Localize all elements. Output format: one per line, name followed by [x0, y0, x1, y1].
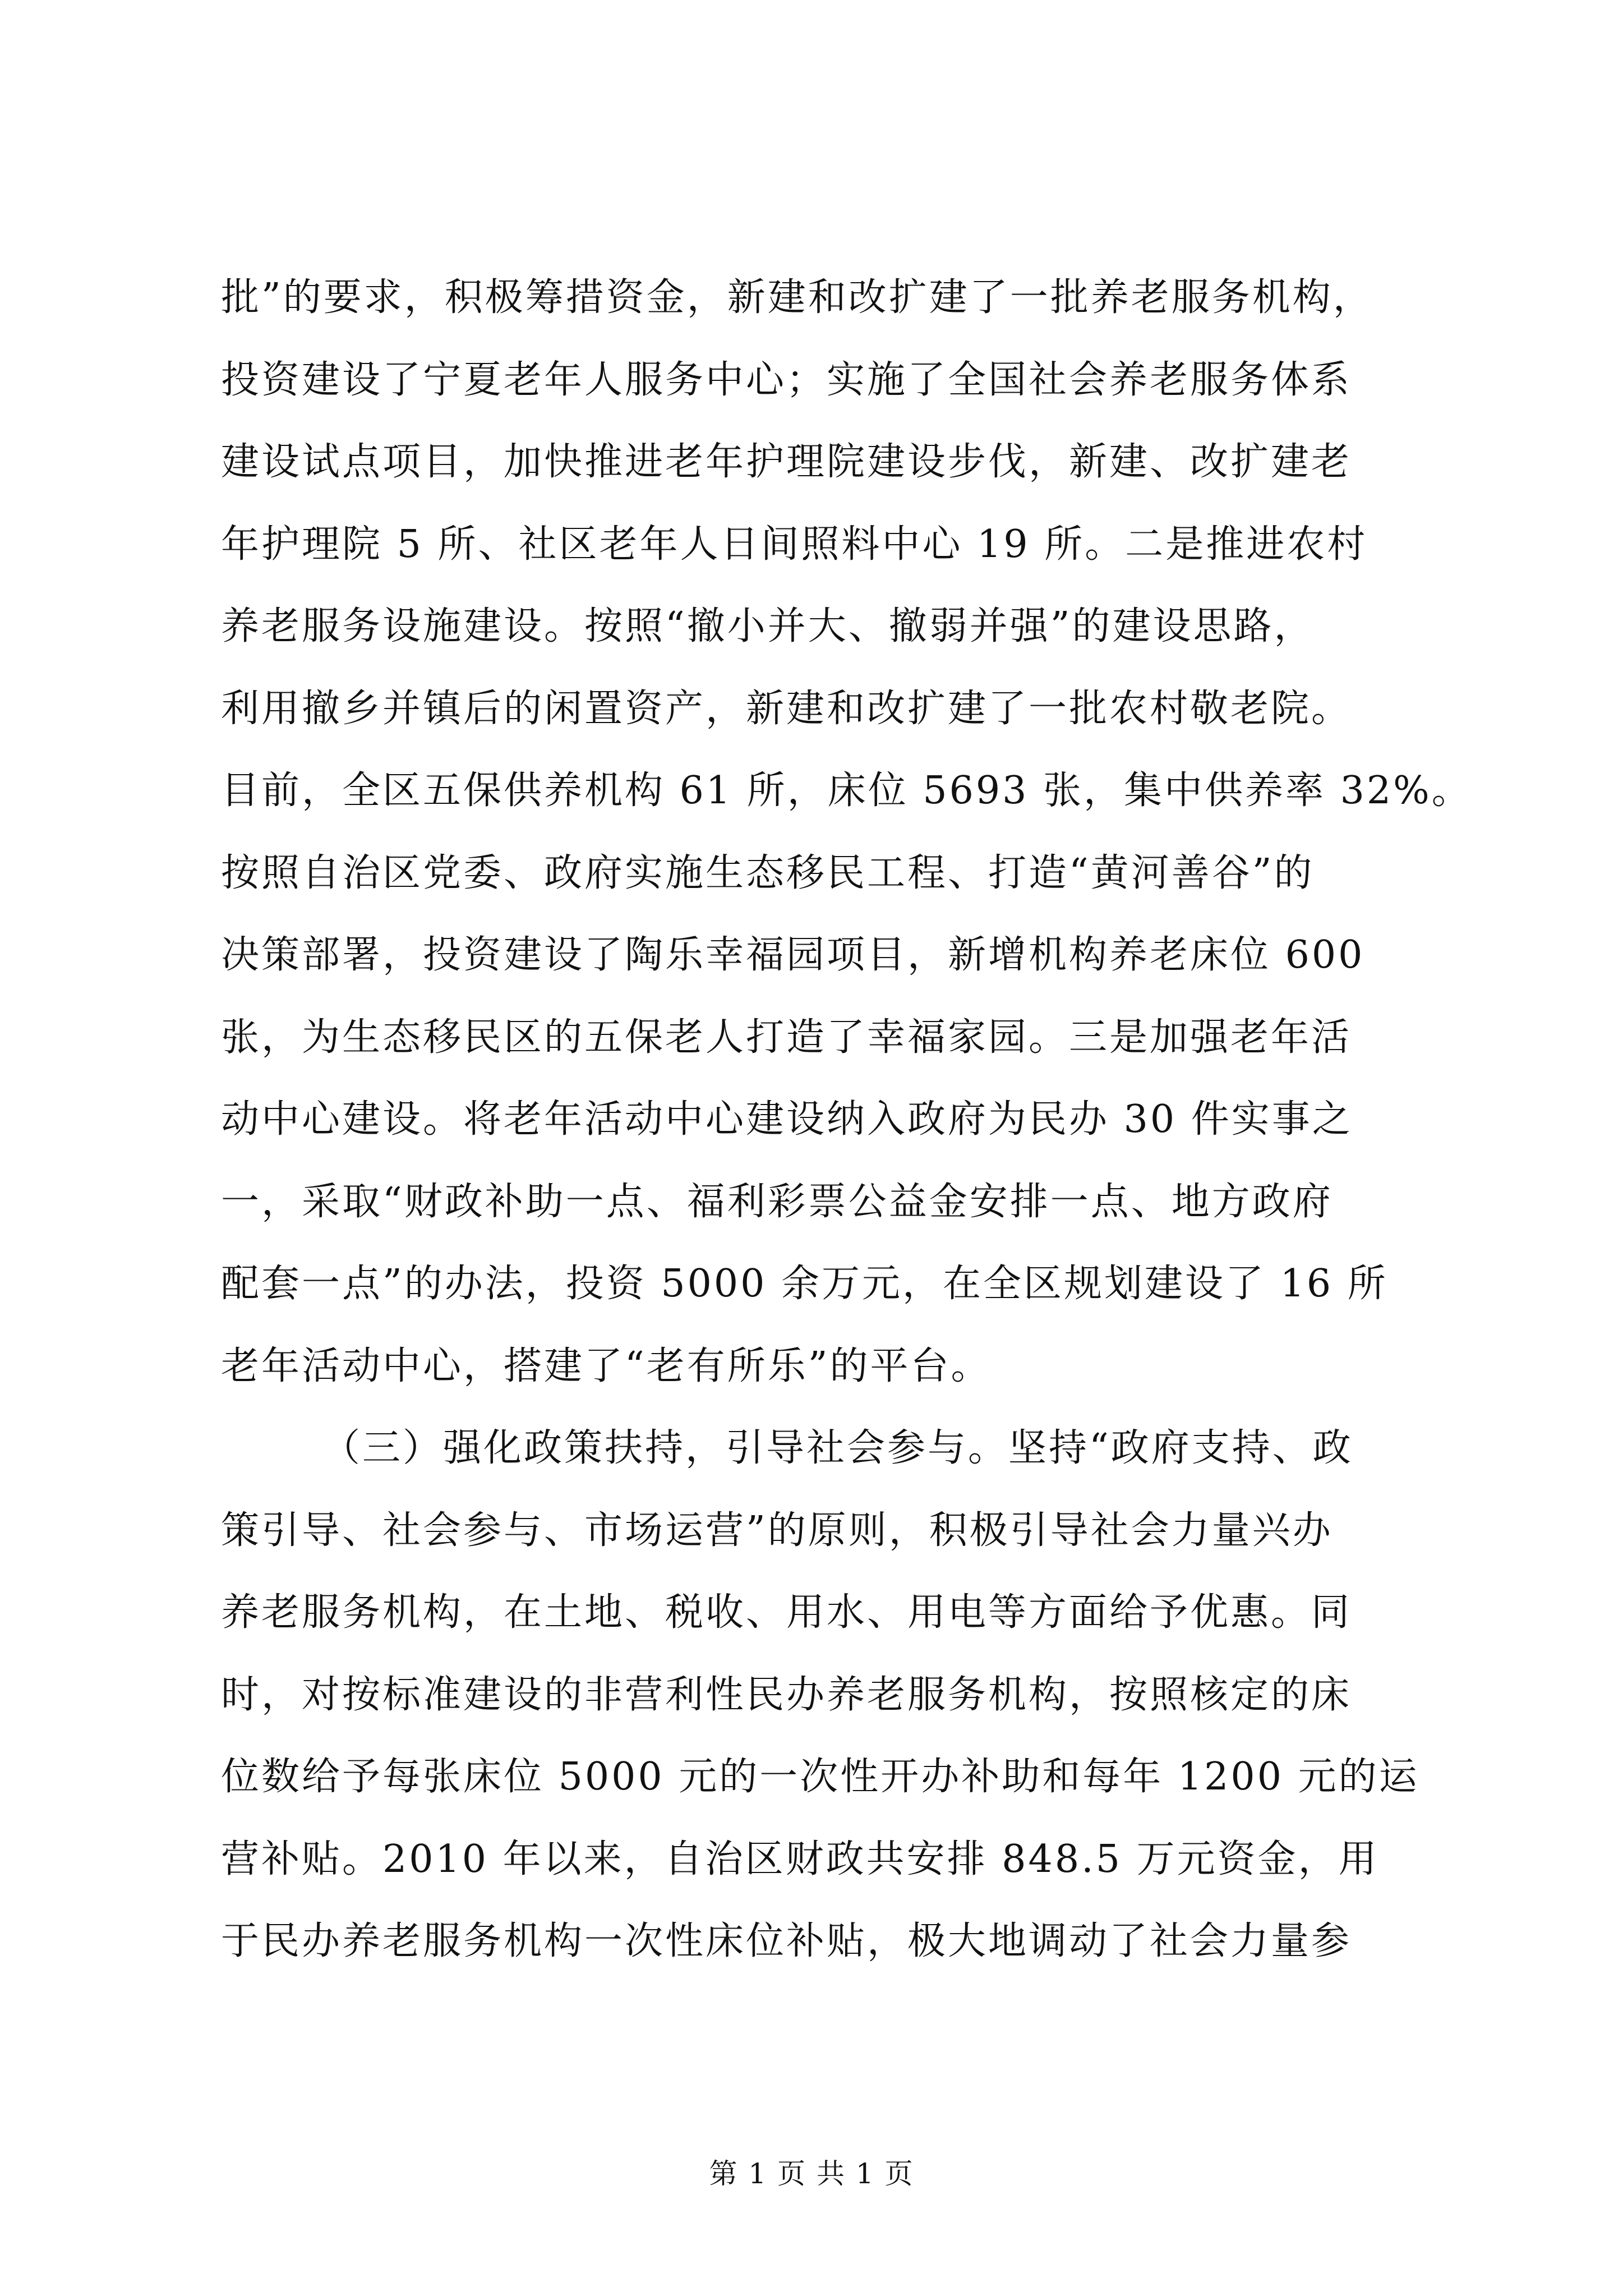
- text-line: 目前，全区五保供养机构 61 所，床位 5693 张，集中供养率 32%。: [221, 769, 1472, 813]
- text-line: 张，为生态移民区的五保老人打造了幸福家园。三是加强老年活: [221, 1015, 1352, 1060]
- text-line: 养老服务机构，在土地、税收、用水、用电等方面给予优惠。同: [221, 1590, 1352, 1635]
- text-line: 决策部署，投资建设了陶乐幸福园项目，新增机构养老床位 600: [221, 933, 1365, 977]
- document-body: [221, 257, 1472, 1983]
- text-line: 按照自治区党委、政府实施生态移民工程、打造“黄河善谷”的: [221, 850, 1315, 895]
- text-line: 批”的要求，积极筹措资金，新建和改扩建了一批养老服务机构，: [221, 275, 1373, 320]
- text-line: 利用撤乡并镇后的闲置资产，新建和改扩建了一批农村敬老院。: [221, 686, 1352, 731]
- page-footer: 第 1 页 共 1 页: [709, 2157, 914, 2190]
- text-line: 策引导、社会参与、市场运营”的原则，积极引导社会力量兴办: [221, 1508, 1333, 1553]
- text-line: 投资建设了宁夏老年人服务中心；实施了全国社会养老服务体系: [221, 357, 1352, 402]
- text-line: 老年活动中心，搭建了“老有所乐”的平台。: [221, 1343, 992, 1388]
- text-line: 营补贴。2010 年以来，自治区财政共安排 848.5 万元资金，用: [221, 1837, 1379, 1881]
- text-line: 时，对按标准建设的非营利性民办养老服务机构，按照核定的床: [221, 1672, 1352, 1717]
- text-line: 年护理院 5 所、社区老年人日间照料中心 19 所。二是推进农村: [221, 522, 1368, 567]
- text-line: 养老服务设施建设。按照“撤小并大、撤弱并强”的建设思路，: [221, 604, 1315, 648]
- text-line: 位数给予每张床位 5000 元的一次性开办补助和每年 1200 元的运: [221, 1755, 1419, 1799]
- section-heading-line: （三）强化政策扶持，引导社会参与。坚持“政府支持、政: [322, 1426, 1353, 1470]
- text-line: 建设试点项目，加快推进老年护理院建设步伐，新建、改扩建老: [221, 440, 1352, 484]
- text-line: 于民办养老服务机构一次性床位补贴，极大地调动了社会力量参: [221, 1919, 1352, 1963]
- text-line: 一，采取“财政补助一点、福利彩票公益金安排一点、地方政府: [221, 1179, 1333, 1224]
- text-line: 动中心建设。将老年活动中心建设纳入政府为民办 30 件实事之: [221, 1097, 1353, 1142]
- text-line: 配套一点”的办法，投资 5000 余万元，在全区规划建设了 16 所: [221, 1262, 1388, 1306]
